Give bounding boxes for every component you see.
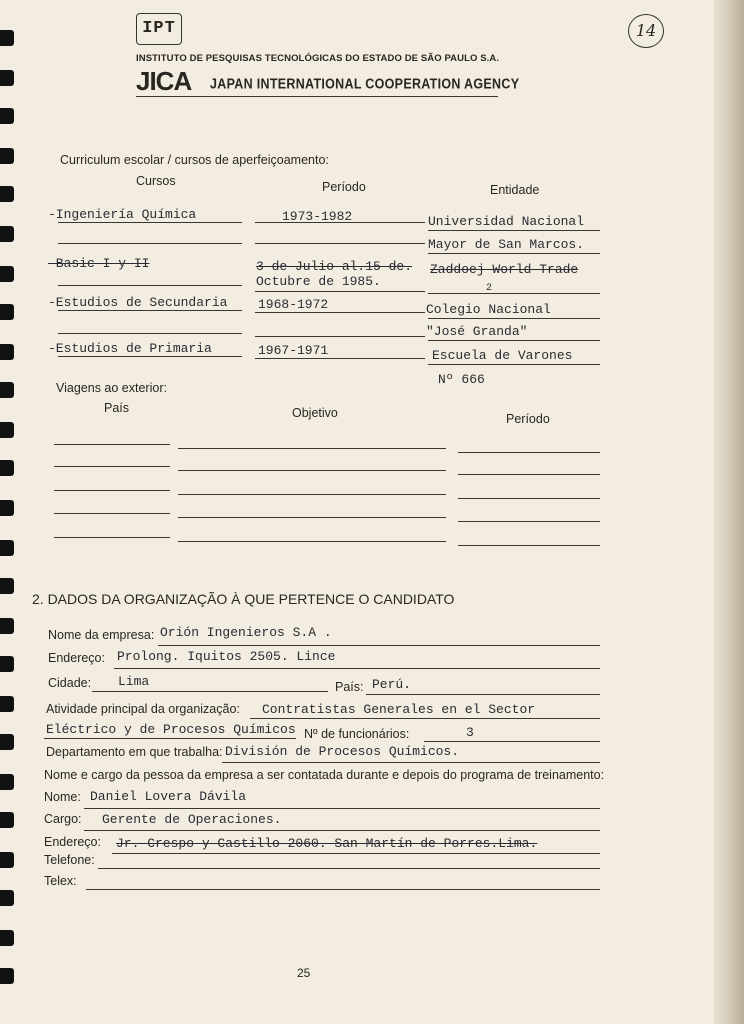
departamento-label: Departamento em que trabalha:	[46, 745, 223, 759]
endereco2-field: Jr. Crespo y Castillo 2060. San Martín de Porres.Lima.	[116, 836, 538, 851]
atividade-field-cont: Eléctrico y de Procesos Químicos	[46, 722, 296, 737]
telex-label: Telex:	[44, 874, 77, 888]
col-periodo: Período	[322, 180, 366, 194]
entidade: Zaddoej World Trade	[430, 262, 579, 277]
funcionarios-label: Nº de funcionários:	[304, 727, 410, 741]
handwritten-page-number: 14	[628, 14, 664, 48]
curso: -Estudios de Primaria	[48, 341, 212, 356]
departamento-field: División de Procesos Químicos.	[225, 744, 460, 759]
cidade-field: Lima	[118, 674, 150, 689]
col-pais: País	[104, 401, 130, 415]
atividade-label: Atividade principal da organização:	[46, 702, 240, 716]
curso: -Basic I y II	[48, 256, 150, 271]
entidade: Mayor de San Marcos.	[428, 237, 585, 252]
entidade: Colegio Nacional	[426, 302, 551, 317]
ipt-logo: IPT	[136, 13, 182, 45]
col-periodo-viagens: Período	[506, 412, 550, 426]
section-2-title: 2. DADOS DA ORGANIZAÇÃO À QUE PERTENCE O CANDIDATO	[32, 591, 455, 607]
col-cursos: Cursos	[136, 174, 176, 188]
institution-name: INSTITUTO DE PESQUISAS TECNOLÓGICAS DO ESTADO DE SÃO PAULO S.A.	[136, 53, 500, 64]
curriculum-title: Curriculum escolar / cursos de aperfeiçoamento:	[60, 153, 329, 167]
periodo: 1967-1971	[258, 343, 329, 358]
empresa-label: Nome da empresa:	[48, 628, 155, 642]
telefone-label: Telefone:	[44, 853, 95, 867]
contato-label: Nome e cargo da pessoa da empresa a ser contatada durante e depois do programa de treinamento:	[44, 768, 605, 782]
entidade: Nº 666	[438, 372, 485, 387]
atividade-field: Contratistas Generales en el Sector	[262, 702, 536, 717]
cargo-field: Gerente de Operaciones.	[102, 812, 282, 827]
col-entidade: Entidade	[490, 183, 540, 197]
endereco-field: Prolong. Iquitos 2505. Lince	[117, 649, 336, 664]
curso: -Estudios de Secundaria	[48, 295, 228, 310]
empresa-field: Orión Ingenieros S.A .	[160, 625, 332, 640]
nome-label: Nome:	[44, 790, 81, 804]
periodo: 1968-1972	[258, 297, 329, 312]
entidade: Escuela de Varones	[432, 348, 573, 363]
col-objetivo: Objetivo	[292, 406, 338, 420]
pais-field: Perú.	[372, 677, 412, 692]
endereco-label: Endereço:	[48, 651, 105, 665]
periodo: Octubre de 1985.	[256, 274, 381, 289]
entidade: "José Granda"	[426, 324, 528, 339]
entidade: 2	[486, 283, 493, 294]
periodo: 1973-1982	[282, 209, 353, 224]
viagens-title: Viagens ao exterior:	[56, 381, 167, 395]
funcionarios-field: 3	[466, 725, 474, 740]
cidade-label: Cidade:	[48, 676, 92, 690]
pais-label: País:	[335, 680, 364, 694]
agency-name: JAPAN INTERNATIONAL COOPERATION AGENCY	[210, 75, 520, 93]
nome-field: Daniel Lovera Dávila	[90, 789, 247, 804]
entidade: Universidad Nacional	[428, 214, 585, 229]
periodo: 3 de Julio al.15 de.	[256, 259, 413, 274]
page-stack-edge	[714, 0, 744, 1024]
jica-logo: JICA	[136, 66, 192, 96]
cargo-label: Cargo:	[44, 812, 82, 826]
endereco2-label: Endereço:	[44, 835, 101, 849]
curso: -Ingeniería Química	[48, 207, 197, 222]
page-number: 25	[297, 966, 311, 980]
